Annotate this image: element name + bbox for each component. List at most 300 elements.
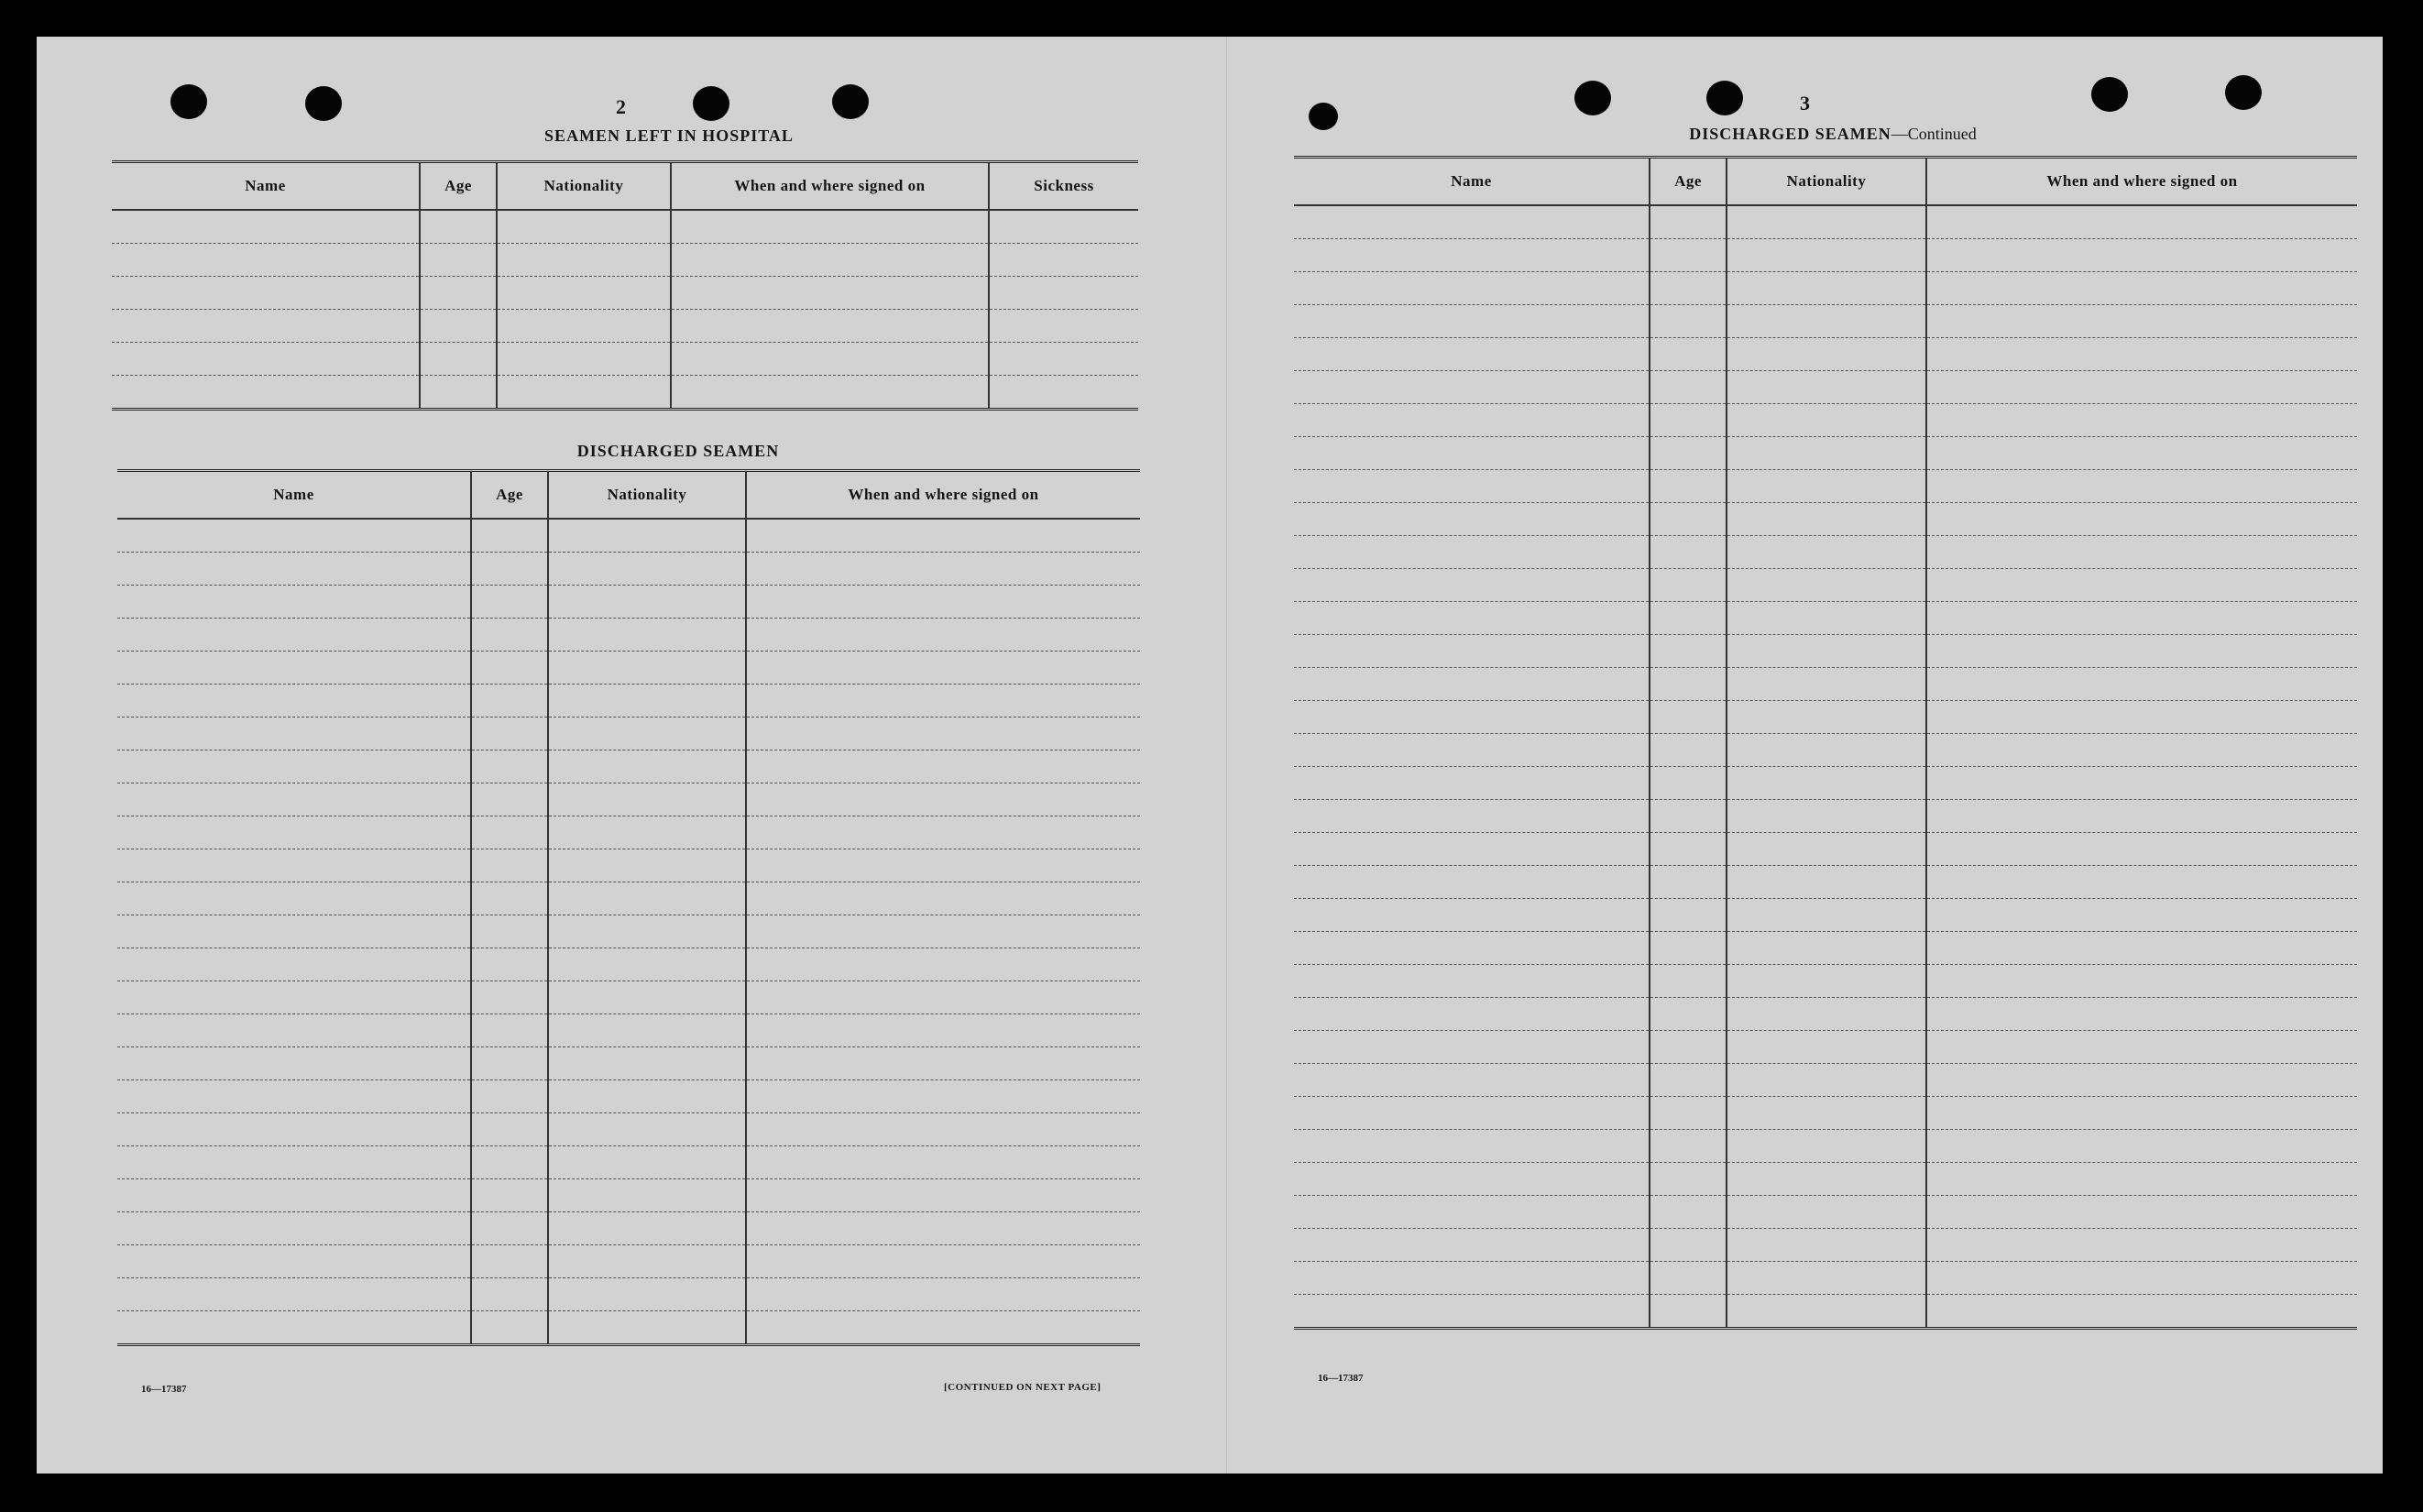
blank-cell [1650,898,1727,931]
table-row [1294,337,2357,370]
blank-cell [548,1211,746,1244]
blank-cell [1926,931,2357,964]
blank-cell [1926,535,2357,568]
blank-cell [471,618,548,651]
blank-cell [1926,997,2357,1030]
blank-cell [117,1112,471,1145]
blank-cell [1650,1261,1727,1294]
table-row [1294,238,2357,271]
blank-cell [471,948,548,981]
blank-cell [1650,238,1727,271]
page-number-left: 2 [616,95,626,118]
blank-cell [1650,700,1727,733]
blank-cell [1727,271,1926,304]
blank-cell [1294,403,1650,436]
blank-cell [1727,832,1926,865]
blank-cell [1294,964,1650,997]
blank-cell [471,1211,548,1244]
blank-cell [1926,634,2357,667]
blank-cell [989,243,1138,276]
table-row [1294,964,2357,997]
blank-cell [117,1310,471,1344]
blank-cell [1926,700,2357,733]
table-row [117,1277,1140,1310]
blank-cell [471,750,548,783]
blank-cell [1294,271,1650,304]
blank-cell [1926,370,2357,403]
discharged-continued-title [1558,125,2108,144]
blank-cell [117,981,471,1013]
blank-cell [1294,1195,1650,1228]
blank-cell [1650,1228,1727,1261]
blank-cell [117,849,471,882]
table-row [1294,469,2357,502]
blank-cell [471,717,548,750]
blank-cell [471,981,548,1013]
blank-cell [548,882,746,915]
blank-cell [1650,337,1727,370]
blank-cell [1294,337,1650,370]
discharged-section-title: DISCHARGED SEAMEN [576,442,780,460]
blank-cell [1650,865,1727,898]
table-row [1294,304,2357,337]
blank-cell [1294,667,1650,700]
blank-cell [1727,403,1926,436]
blank-cell [1926,205,2357,239]
blank-cell [112,375,420,409]
blank-cell [1727,667,1926,700]
blank-cell [746,552,1140,585]
blank-cell [1727,1063,1926,1096]
column-header-name: Name [1294,158,1650,205]
blank-cell [548,618,746,651]
table-row [1294,271,2357,304]
blank-cell [1727,1030,1926,1063]
blank-cell [1294,469,1650,502]
blank-cell [989,210,1138,244]
blank-cell [1294,535,1650,568]
blank-cell [420,243,497,276]
blank-cell [1294,568,1650,601]
column-header-sickness: Sickness [989,162,1138,210]
column-header-age: Age [1650,158,1727,205]
table-row [117,783,1140,816]
blank-cell [1650,205,1727,239]
blank-cell [1650,1294,1727,1328]
blank-cell [117,519,471,553]
table-row [1294,832,2357,865]
blank-cell [1727,436,1926,469]
table-row [1294,1162,2357,1195]
center-fold [1226,37,1227,1474]
table-row [117,1112,1140,1145]
blank-cell [471,849,548,882]
blank-cell [548,1013,746,1046]
blank-cell [1294,205,1650,239]
blank-cell [1926,1129,2357,1162]
blank-cell [1294,766,1650,799]
table-row [1294,1030,2357,1063]
blank-cell [1294,238,1650,271]
blank-cell [548,1112,746,1145]
blank-cell [746,717,1140,750]
blank-cell [548,948,746,981]
blank-cell [671,243,989,276]
blank-cell [1650,271,1727,304]
table-row [112,210,1138,244]
blank-cell [1294,436,1650,469]
blank-cell [1650,733,1727,766]
blank-cell [1727,205,1926,239]
blank-cell [746,882,1140,915]
blank-cell [1294,601,1650,634]
blank-cell [1294,1294,1650,1328]
table-row [117,585,1140,618]
blank-cell [420,375,497,409]
hospital-section-title: SEAMEN LEFT IN HOSPITAL [544,126,794,145]
blank-cell [420,210,497,244]
table-row [112,276,1138,309]
blank-cell [1650,799,1727,832]
blank-cell [1926,832,2357,865]
blank-cell [548,717,746,750]
blank-cell [746,1046,1140,1079]
blank-cell [1727,1162,1926,1195]
blank-cell [1727,898,1926,931]
blank-cell [112,210,420,244]
blank-cell [1926,1162,2357,1195]
blank-cell [1650,436,1727,469]
punch-hole [2091,77,2128,112]
table-row [117,1079,1140,1112]
table-row [1294,799,2357,832]
punch-hole [170,84,207,119]
blank-cell [1727,964,1926,997]
table-row [117,849,1140,882]
blank-cell [548,816,746,849]
blank-cell [548,750,746,783]
blank-cell [1650,304,1727,337]
blank-cell [746,849,1140,882]
table-row [117,882,1140,915]
blank-cell [746,1277,1140,1310]
blank-cell [746,1013,1140,1046]
blank-cell [471,783,548,816]
column-header-age: Age [420,162,497,210]
table-row [1294,502,2357,535]
continued-note: [CONTINUED ON NEXT PAGE] [944,1382,1102,1393]
blank-cell [471,1112,548,1145]
blank-cell [1727,1129,1926,1162]
blank-cell [1650,1129,1727,1162]
blank-cell [548,684,746,717]
blank-cell [1294,700,1650,733]
blank-cell [1926,799,2357,832]
blank-cell [1926,469,2357,502]
blank-cell [420,342,497,375]
blank-cell [548,1079,746,1112]
blank-cell [471,552,548,585]
blank-cell [1727,1294,1926,1328]
blank-cell [1650,403,1727,436]
blank-cell [1294,997,1650,1030]
blank-cell [112,243,420,276]
blank-cell [1294,931,1650,964]
blank-cell [1650,1195,1727,1228]
table-row [117,1310,1140,1344]
blank-cell [117,1211,471,1244]
blank-cell [117,948,471,981]
punch-hole [1309,103,1338,130]
blank-cell [1727,337,1926,370]
blank-cell [497,210,671,244]
blank-cell [1926,1195,2357,1228]
blank-cell [989,276,1138,309]
blank-cell [117,1079,471,1112]
table-row [117,1211,1140,1244]
blank-cell [1294,832,1650,865]
table-row [1294,535,2357,568]
blank-cell [471,1178,548,1211]
blank-cell [471,1244,548,1277]
blank-cell [746,585,1140,618]
blank-cell [1926,865,2357,898]
blank-cell [117,585,471,618]
table-row [117,750,1140,783]
blank-cell [497,375,671,409]
blank-cell [1650,931,1727,964]
blank-cell [117,1145,471,1178]
table-row [117,618,1140,651]
blank-cell [548,1046,746,1079]
blank-cell [746,618,1140,651]
blank-cell [989,342,1138,375]
blank-cell [1294,1129,1650,1162]
table-row [1294,601,2357,634]
blank-cell [1650,502,1727,535]
table-row [117,717,1140,750]
blank-cell [1650,1030,1727,1063]
blank-cell [1727,238,1926,271]
blank-cell [1727,535,1926,568]
blank-cell [1727,634,1926,667]
blank-cell [548,1310,746,1344]
blank-cell [497,276,671,309]
blank-cell [1650,370,1727,403]
blank-cell [117,915,471,948]
blank-cell [1727,304,1926,337]
table-row [1294,700,2357,733]
blank-cell [471,1013,548,1046]
blank-cell [117,618,471,651]
blank-cell [117,816,471,849]
blank-cell [746,981,1140,1013]
blank-cell [1294,304,1650,337]
blank-cell [1926,337,2357,370]
document-sheet [37,37,2383,1474]
blank-cell [1727,1261,1926,1294]
continued-suffix: —Continued [1891,125,1977,143]
blank-cell [1926,733,2357,766]
blank-cell [471,1145,548,1178]
punch-hole [2225,75,2262,110]
blank-cell [1926,403,2357,436]
table-row [112,375,1138,409]
blank-cell [1294,1162,1650,1195]
blank-cell [1650,535,1727,568]
blank-cell [548,849,746,882]
blank-cell [1727,733,1926,766]
blank-cell [1294,1030,1650,1063]
blank-cell [1926,568,2357,601]
blank-cell [112,342,420,375]
blank-cell [548,1244,746,1277]
punch-hole [305,86,342,121]
blank-cell [1294,1063,1650,1096]
blank-cell [746,915,1140,948]
blank-cell [1650,1063,1727,1096]
blank-cell [117,1046,471,1079]
blank-cell [548,585,746,618]
table-row [1294,931,2357,964]
table-row [1294,1261,2357,1294]
blank-cell [746,1079,1140,1112]
discharged-continued-table [1294,156,2357,1330]
blank-cell [471,585,548,618]
blank-cell [112,276,420,309]
blank-cell [117,1277,471,1310]
blank-cell [1294,1261,1650,1294]
blank-cell [1650,667,1727,700]
blank-cell [989,309,1138,342]
blank-cell [1926,271,2357,304]
blank-cell [1650,766,1727,799]
blank-cell [1727,601,1926,634]
blank-cell [746,1145,1140,1178]
blank-cell [1727,799,1926,832]
discharged-continued-title-main: DISCHARGED SEAMEN [1689,125,1891,143]
blank-cell [1926,1261,2357,1294]
table-row [1294,1063,2357,1096]
column-header-name: Name [117,471,471,519]
blank-cell [1926,304,2357,337]
blank-cell [1926,1030,2357,1063]
blank-cell [746,1178,1140,1211]
blank-cell [548,915,746,948]
blank-cell [112,309,420,342]
blank-cell [1926,667,2357,700]
blank-cell [471,684,548,717]
column-header-signed-on: When and where signed on [1926,158,2357,205]
column-header-signed-on: When and where signed on [746,471,1140,519]
blank-cell [1294,865,1650,898]
blank-cell [1650,568,1727,601]
blank-cell [1727,1195,1926,1228]
blank-cell [471,1277,548,1310]
blank-cell [1294,1096,1650,1129]
table-row [117,1013,1140,1046]
blank-cell [1926,1228,2357,1261]
blank-cell [671,342,989,375]
table-row [117,1145,1140,1178]
blank-cell [671,276,989,309]
blank-cell [746,1310,1140,1344]
table-row [117,651,1140,684]
blank-cell [471,519,548,553]
blank-cell [746,1211,1140,1244]
blank-cell [497,342,671,375]
blank-cell [1727,865,1926,898]
table-row [1294,766,2357,799]
table-row [117,684,1140,717]
blank-cell [1727,370,1926,403]
blank-cell [671,210,989,244]
blank-cell [117,783,471,816]
blank-cell [497,309,671,342]
blank-cell [117,717,471,750]
table-row [1294,370,2357,403]
blank-cell [1727,469,1926,502]
table-row [117,1244,1140,1277]
blank-cell [1727,997,1926,1030]
table-row [117,552,1140,585]
punch-hole [832,84,869,119]
blank-cell [1926,502,2357,535]
hospital-table [112,160,1138,411]
blank-cell [471,1046,548,1079]
blank-cell [1727,1096,1926,1129]
blank-cell [117,1013,471,1046]
blank-cell [1650,601,1727,634]
blank-cell [1294,799,1650,832]
form-number-right: 16—17387 [1318,1373,1364,1384]
table-row [112,309,1138,342]
blank-cell [746,1112,1140,1145]
table-row [1294,1228,2357,1261]
blank-cell [746,519,1140,553]
table-row [117,981,1140,1013]
blank-cell [1727,502,1926,535]
blank-cell [1650,832,1727,865]
blank-cell [117,1244,471,1277]
blank-cell [117,1178,471,1211]
blank-cell [1650,1162,1727,1195]
table-row [112,243,1138,276]
table-row [1294,1096,2357,1129]
blank-cell [1926,601,2357,634]
blank-cell [548,783,746,816]
table-row [1294,898,2357,931]
blank-cell [1650,469,1727,502]
blank-cell [746,783,1140,816]
table-row [112,342,1138,375]
column-header-nationality: Nationality [497,162,671,210]
table-row [117,816,1140,849]
table-row [1294,733,2357,766]
table-row [1294,865,2357,898]
table-row [117,915,1140,948]
table-row [117,1178,1140,1211]
blank-cell [746,651,1140,684]
blank-cell [471,882,548,915]
table-row [1294,997,2357,1030]
page-number-right: 3 [1800,92,1810,115]
blank-cell [420,309,497,342]
table-row [117,948,1140,981]
blank-cell [1926,964,2357,997]
column-header-signed-on: When and where signed on [671,162,989,210]
blank-cell [671,375,989,409]
